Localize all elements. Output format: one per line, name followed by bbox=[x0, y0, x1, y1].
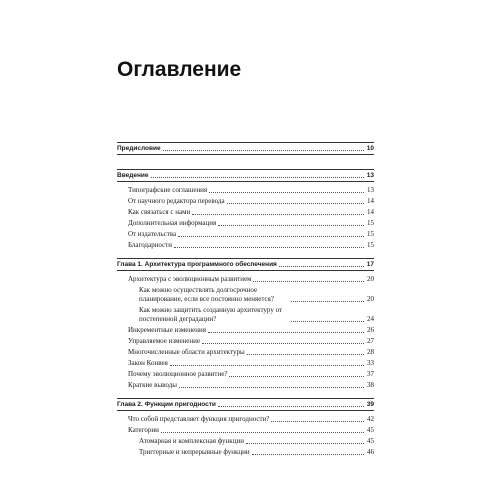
toc-entry-label: Категории bbox=[128, 426, 159, 434]
toc-entry-label: Управляемое изменение bbox=[128, 337, 200, 345]
dot-leader bbox=[192, 214, 364, 215]
dot-leader bbox=[174, 247, 364, 248]
chapter-divider bbox=[117, 410, 374, 411]
toc-entry-page: 45 bbox=[367, 426, 374, 434]
toc-entry-page: 20 bbox=[367, 275, 374, 283]
toc-entry-page: 14 bbox=[367, 208, 374, 216]
toc-entry-page: 46 bbox=[367, 448, 374, 456]
toc-entry[interactable] bbox=[117, 336, 374, 347]
dot-leader bbox=[202, 343, 364, 344]
toc-entry[interactable] bbox=[117, 414, 374, 425]
toc-entry[interactable] bbox=[117, 436, 374, 447]
toc-entry-label: Инкрементные изменения bbox=[128, 326, 206, 334]
toc-entry-page: 28 bbox=[367, 348, 374, 356]
toc-entry-label: Благодарности bbox=[128, 241, 173, 249]
dot-leader bbox=[178, 236, 364, 237]
dot-leader bbox=[151, 177, 364, 178]
toc-entry-page: 17 bbox=[366, 261, 374, 268]
dot-leader bbox=[161, 432, 364, 433]
dot-leader bbox=[229, 376, 364, 377]
toc-entry[interactable] bbox=[117, 447, 374, 458]
dot-leader bbox=[163, 150, 364, 151]
dot-leader bbox=[291, 301, 364, 302]
dot-leader bbox=[279, 266, 364, 267]
chapter-divider bbox=[117, 181, 374, 182]
toc-entry[interactable] bbox=[117, 274, 374, 285]
dot-leader bbox=[208, 332, 364, 333]
toc-entry-label: Глава 2. Функции пригодности bbox=[117, 401, 216, 408]
page-title: Оглавление bbox=[117, 58, 242, 81]
toc-entry[interactable] bbox=[117, 358, 374, 369]
toc-entry-label: Типографские соглашения bbox=[128, 186, 208, 194]
toc-entry[interactable] bbox=[117, 380, 374, 391]
toc-entry-label: Почему эволюционное развитие? bbox=[128, 370, 228, 378]
toc-entry-page: 26 bbox=[367, 326, 374, 334]
toc-chapter-entry[interactable] bbox=[117, 259, 374, 270]
toc-entry[interactable] bbox=[117, 240, 374, 251]
toc-entry[interactable] bbox=[117, 218, 374, 229]
dot-leader bbox=[253, 281, 364, 282]
dot-leader bbox=[218, 406, 364, 407]
toc-entry-page: 33 bbox=[367, 359, 374, 367]
toc-entry[interactable] bbox=[117, 207, 374, 218]
toc-entry[interactable] bbox=[117, 185, 374, 196]
toc-entry-label: Закон Конвея bbox=[128, 359, 168, 367]
toc-entry-page: 13 bbox=[367, 186, 374, 194]
toc-entry-page: 10 bbox=[366, 145, 374, 152]
toc-chapter-entry[interactable] bbox=[117, 143, 374, 154]
toc-entry-label: Предисловие bbox=[117, 145, 161, 152]
toc-entry-label: От издательства bbox=[128, 230, 177, 238]
toc-entry[interactable] bbox=[117, 196, 374, 207]
dot-leader bbox=[209, 192, 364, 193]
toc-entry-label: Как можно защитить созданную архитектуру от постепенной деградации? bbox=[139, 306, 283, 323]
toc-entry-label: Дополнительная информация bbox=[128, 219, 217, 227]
toc-entry-label: От научного редактора перевода bbox=[128, 197, 225, 205]
dot-leader bbox=[247, 354, 364, 355]
toc-entry-label: Триггерные и непрерывные функции bbox=[139, 448, 250, 456]
toc-entry-label: Многочисленные области архитектуры bbox=[128, 348, 245, 356]
dot-leader bbox=[291, 321, 364, 322]
toc-entry-page: 27 bbox=[367, 337, 374, 345]
toc-entry-label: Введение bbox=[117, 172, 149, 179]
toc-entry[interactable] bbox=[117, 369, 374, 380]
chapter-divider bbox=[117, 154, 374, 155]
toc-entry-page: 45 bbox=[367, 437, 374, 445]
toc-entry-page: 13 bbox=[366, 172, 374, 179]
toc-entry-page: 24 bbox=[367, 315, 374, 323]
dot-leader bbox=[170, 365, 364, 366]
toc-entry-label: Как можно осуществлять долгосрочное планирование, если все постоянно меняется? bbox=[139, 286, 274, 303]
toc-entry-label: Атомарная и комплексная функции bbox=[139, 437, 244, 445]
toc-entry-page: 38 bbox=[367, 381, 374, 389]
toc-entry[interactable] bbox=[117, 229, 374, 240]
toc-entry[interactable] bbox=[117, 325, 374, 336]
toc-entry-page: 15 bbox=[367, 241, 374, 249]
dot-leader bbox=[218, 225, 364, 226]
toc-entry-label: Архитектура с эволюционным развитием bbox=[128, 275, 252, 283]
dot-leader bbox=[252, 454, 364, 455]
dot-leader bbox=[227, 203, 364, 204]
toc-entry-label: Что собой представляет функция пригодности? bbox=[128, 415, 270, 423]
toc-entry[interactable] bbox=[117, 285, 374, 305]
toc-entry[interactable] bbox=[117, 425, 374, 436]
dot-leader bbox=[271, 421, 364, 422]
dot-leader bbox=[179, 387, 364, 388]
toc-entry-page: 37 bbox=[367, 370, 374, 378]
toc-entry-label: Глава 1. Архитектура программного обеспечения bbox=[117, 261, 277, 268]
toc-entry-page: 42 bbox=[367, 415, 374, 423]
table-of-contents bbox=[117, 142, 374, 458]
toc-entry-page: 39 bbox=[366, 401, 374, 408]
toc-entry[interactable] bbox=[117, 347, 374, 358]
toc-entry-label: Как связаться с нами bbox=[128, 208, 191, 216]
toc-entry[interactable] bbox=[117, 305, 374, 325]
toc-chapter-entry[interactable] bbox=[117, 170, 374, 181]
toc-entry-label: Краткие выводы bbox=[128, 381, 177, 389]
toc-entry-page: 20 bbox=[367, 295, 374, 303]
toc-entry-page: 14 bbox=[367, 197, 374, 205]
toc-chapter-entry[interactable] bbox=[117, 399, 374, 410]
toc-entry-page: 15 bbox=[367, 219, 374, 227]
toc-entry-page: 15 bbox=[367, 230, 374, 238]
chapter-divider bbox=[117, 270, 374, 271]
dot-leader bbox=[246, 443, 364, 444]
